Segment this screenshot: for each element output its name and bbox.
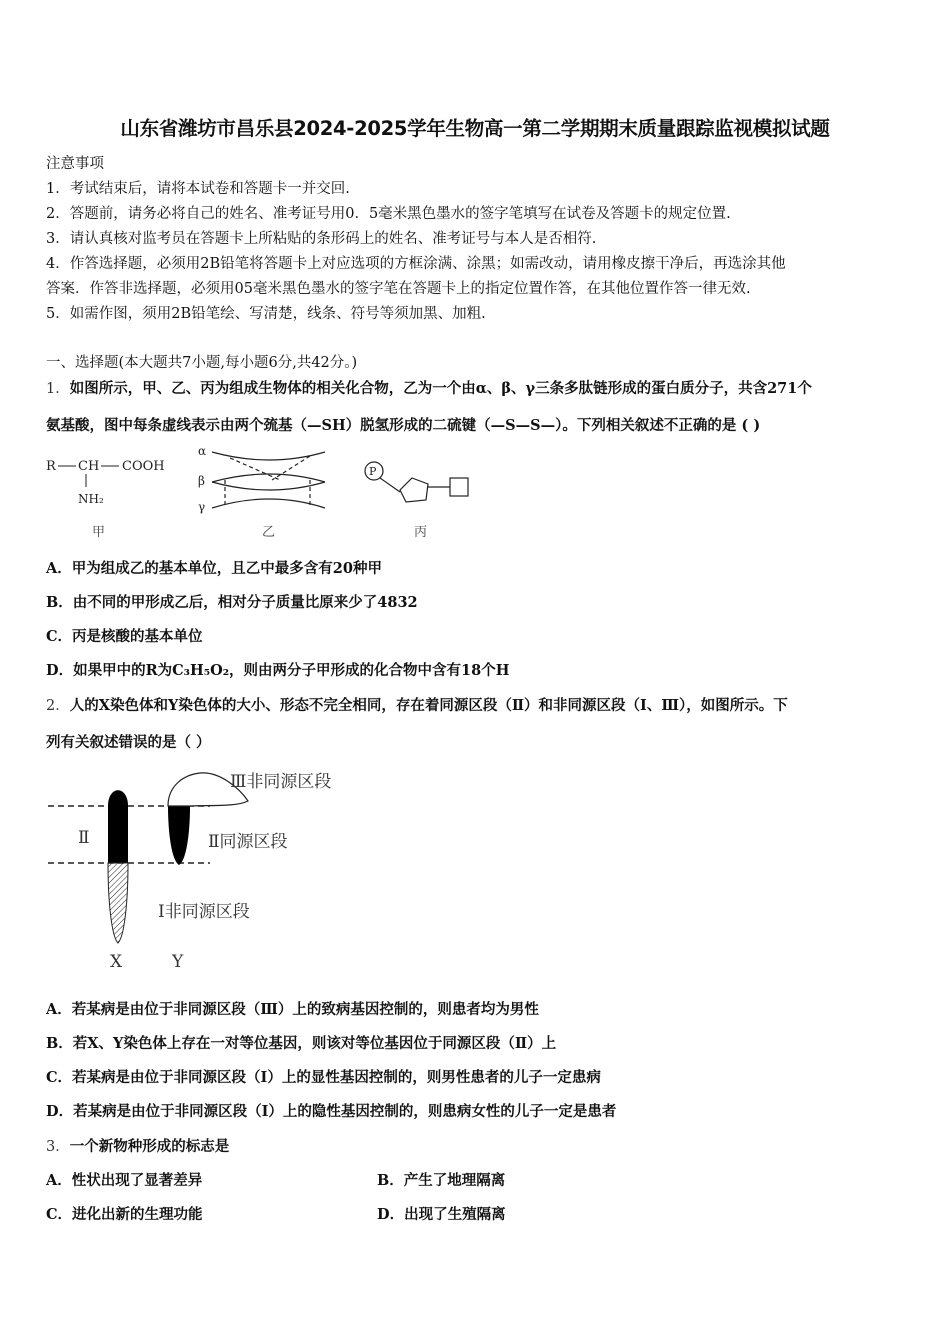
- question-2-option-c: [46, 1066, 601, 1087]
- chain-alpha: α: [198, 444, 207, 458]
- option-text: 出现了生殖隔离: [404, 1206, 506, 1223]
- notice-item: 答案．作答非选择题，必须用05毫米黑色墨水的签字笔在答题卡上的指定位置作答，在其他位置作答一律无效.: [46, 281, 751, 297]
- question-1-option-b: [46, 591, 418, 612]
- question-1-line2: 氨基酸，图中每条虚线表示由两个巯基（—SH）脱氢形成的二硫键（—S—S—）。下列相关叙述不正确的是 ( ): [46, 417, 761, 434]
- question-2-stem: 人的X染色体和Y染色体的大小、形态不完全相同，存在着同源区段（Ⅱ）和非同源区段（Ⅰ、Ⅲ），如图所示。下: [69, 697, 788, 714]
- option-letter: A．: [46, 1172, 72, 1189]
- option-text: 若某病是由位于非同源区段（Ⅰ）上的显性基因控制的，则男性患者的儿子一定患病: [72, 1069, 601, 1086]
- option-text: 若某病是由位于非同源区段（Ⅲ）上的致病基因控制的，则患者均为男性: [71, 1001, 539, 1018]
- phosphate-label: P: [369, 465, 377, 478]
- label-x: X: [110, 952, 123, 972]
- question-1-number: 1．: [46, 381, 70, 397]
- option-letter: B．: [46, 594, 73, 611]
- formula-cooh: COOH: [122, 459, 165, 474]
- option-letter: C．: [46, 1069, 73, 1086]
- question-2-option-a: [46, 998, 539, 1019]
- question-1-figure: [40, 440, 490, 542]
- question-3-stem: 一个新物种形成的标志是: [69, 1138, 230, 1155]
- chain-beta: β: [198, 474, 205, 488]
- nucleotide-diagram: [365, 462, 468, 502]
- label-yi: 乙: [262, 525, 276, 540]
- question-1-option-d: [46, 659, 509, 680]
- option-letter: C．: [46, 1206, 73, 1223]
- option-letter: A．: [46, 1001, 72, 1018]
- option-text: 进化出新的生理功能: [72, 1206, 203, 1223]
- section-heading: 一、选择题(本大题共7小题,每小题6分,共42分。): [46, 355, 358, 371]
- question-3-option-d: [377, 1203, 506, 1224]
- question-2-figure: [40, 765, 380, 975]
- question-2-line2: 列有关叙述错误的是（ ）: [46, 734, 211, 751]
- y-chromosome-homologous: [168, 806, 190, 865]
- question-3-option-b: [377, 1169, 505, 1190]
- notice-heading: 注意事项: [46, 156, 104, 172]
- question-1-line1: [46, 377, 812, 398]
- notice-item: 5．如需作图，须用2B铅笔绘、写清楚，线条、符号等须加黑、加粗.: [46, 306, 486, 322]
- question-3-number: 3．: [46, 1139, 70, 1155]
- option-letter: B．: [46, 1035, 73, 1052]
- option-letter: A．: [46, 560, 72, 577]
- question-3-option-c: [46, 1203, 203, 1224]
- question-2-option-b: [46, 1032, 556, 1053]
- question-1-option-c: [46, 625, 203, 646]
- option-text: 如果甲中的R为C₃H₅O₂，则由两分子甲形成的化合物中含有18个H: [73, 662, 510, 679]
- option-text: 丙是核酸的基本单位: [72, 628, 203, 645]
- label-y: Y: [172, 952, 184, 972]
- notice-item: 3．请认真核对监考员在答题卡上所粘贴的条形码上的姓名、准考证号与本人是否相符.: [46, 231, 597, 247]
- option-text: 由不同的甲形成乙后，相对分子质量比原来少了4832: [72, 594, 418, 611]
- notice-item: 2．答题前，请务必将自己的姓名、准考证号用0．5毫米黑色墨水的签字笔填写在试卷及答题卡的规定位置.: [46, 206, 731, 222]
- option-text: 若某病是由位于非同源区段（Ⅰ）上的隐性基因控制的，则患病女性的儿子一定是患者: [73, 1103, 617, 1120]
- label-bing: 丙: [414, 525, 428, 540]
- question-2-number: 2．: [46, 698, 70, 714]
- label-region-ii: Ⅱ同源区段: [208, 832, 288, 852]
- question-3-line1: [46, 1135, 229, 1156]
- question-1-option-a: [46, 557, 382, 578]
- question-1-stem: 如图所示，甲、乙、丙为组成生物体的相关化合物，乙为一个由α、β、γ三条多肽链形成的蛋白质分子，共含271个: [69, 380, 812, 397]
- notice-item: 4．作答选择题，必须用2B铅笔将答题卡上对应选项的方框涂满、涂黑；如需改动，请用橡皮擦干净后，再选涂其他: [46, 256, 786, 272]
- label-region-ii-left: Ⅱ: [78, 828, 90, 848]
- page-title: 山东省潍坊市昌乐县2024-2025学年生物高一第二学期期末质量跟踪监视模拟试题: [120, 117, 830, 140]
- formula-nh2: NH₂: [78, 492, 104, 506]
- option-letter: C．: [46, 628, 73, 645]
- question-2-option-d: [46, 1100, 616, 1121]
- label-jia: 甲: [92, 525, 106, 540]
- label-region-i: Ⅰ非同源区段: [158, 902, 250, 922]
- option-text: 产生了地理隔离: [403, 1172, 506, 1189]
- chain-gamma: γ: [198, 500, 206, 514]
- formula-r: R: [46, 459, 56, 474]
- option-letter: D．: [46, 1103, 74, 1120]
- label-region-iii: Ⅲ非同源区段: [230, 772, 332, 792]
- option-text: 性状出现了显著差异: [71, 1172, 203, 1189]
- protein-diagram: [212, 452, 325, 508]
- question-2-line1: [46, 694, 788, 715]
- option-letter: B．: [377, 1172, 404, 1189]
- notice-item: 1．考试结束后，请将本试卷和答题卡一并交回.: [46, 181, 350, 197]
- option-text: 若X、Y染色体上存在一对等位基因，则该对等位基因位于同源区段（Ⅱ）上: [72, 1035, 557, 1052]
- x-chromosome-homologous: [108, 790, 128, 863]
- formula-ch: CH: [78, 459, 100, 474]
- option-letter: D．: [46, 662, 74, 679]
- x-chromosome-nonhomologous: [108, 863, 128, 943]
- question-3-option-a: [46, 1169, 202, 1190]
- option-text: 甲为组成乙的基本单位，且乙中最多含有20种甲: [71, 560, 382, 577]
- option-letter: D．: [377, 1206, 405, 1223]
